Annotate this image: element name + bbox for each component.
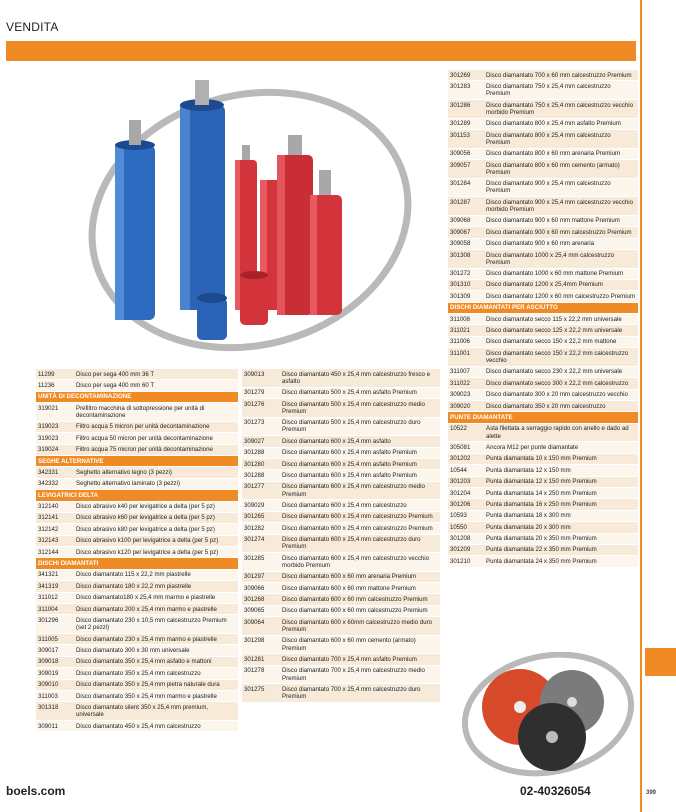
product-code: 309064 [244,618,265,626]
product-code: 301268 [244,596,265,604]
product-row [448,197,638,216]
product-description: Punta diamantata 24 x 350 mm Premium [486,557,597,565]
product-row [448,545,638,556]
product-row [36,380,238,391]
product-description: Disco diamantato 700 x 25,4 mm calcestruzzo medio Premium [282,667,425,682]
product-description: Disco diamantato silent 350 x 25,4 mm premium, universale [76,703,209,719]
product-code: 311021 [450,327,470,335]
product-row [448,401,638,412]
product-code: 301202 [450,455,471,463]
product-row [242,606,440,617]
product-code: 301280 [244,460,265,468]
product-code: 309067 [450,228,471,236]
product-description: Punta diamantata 20 x 300 mm [486,523,571,531]
product-row [448,511,638,522]
product-description: Disco diamantato 1000 x 25,4 mm calcestruzzo Premium [486,251,615,266]
product-code: 301208 [450,535,471,543]
section-header: DISCHI DIAMANTATI PER ASCIUTTO [448,303,638,314]
product-row [448,216,638,227]
product-row [242,500,440,511]
product-code: 10550 [450,523,467,531]
product-code: 301289 [450,120,471,128]
product-row [448,119,638,130]
product-row [448,314,638,325]
product-list-column-3 [448,70,638,568]
product-code: 301274 [244,536,265,544]
product-description: Disco diamantato 600 x 25,4 mm calcestruzzo vecchio morbido Premium [282,554,429,569]
product-description: Disco diamantato 450 x 25,4 mm calcestruzzo [76,722,201,730]
product-code: 309058 [450,240,471,248]
product-row [242,388,440,399]
product-code: 301278 [244,667,265,675]
product-code: 319021 [38,404,59,412]
product-code: 311007 [450,368,470,376]
product-code: 342331 [38,468,59,476]
product-description: Disco diamantato 700 x 25,4 mm asfalto Premium [282,656,417,664]
product-code: 301286 [450,101,471,109]
product-code: 301284 [450,180,471,188]
product-description: Disco diamantato 450 x 25,4 mm calcestruzzo fresco e asfalto [282,370,431,385]
product-code: 301204 [450,489,471,497]
product-row [448,179,638,198]
product-description: Punta diamantata 14 x 250 mm Premium [486,489,597,497]
product-description: Disco diamantato 350 x 25,4 mm pietra naturale dura [76,681,220,689]
product-code: 301283 [450,82,471,90]
product-row [448,348,638,367]
product-code: 301272 [450,270,471,278]
product-list-column-2 [242,369,440,703]
product-code: 309027 [244,437,265,445]
product-code: 312142 [38,525,59,533]
product-description: Punta diamantata 12 x 150 mm Premium [486,478,597,486]
product-description: Filtro acqua 5 micron per unità decontaminazione [76,423,210,431]
product-row [448,149,638,160]
product-description: Disco diamantato 115 x 22,2 mm piastrelle [76,571,191,579]
product-description: Disco per sega 400 mm 60 T [76,381,155,389]
product-row [242,470,440,481]
product-row [242,418,440,437]
product-description: Disco diamantato secco 230 x 22,2 mm universale [486,368,623,376]
product-description: Disco diamantato 500 x 25,4 mm asfalto Premium [282,389,417,397]
product-description: Disco diamantato 900 x 60 mm calcestruzzo Premium [486,228,632,236]
product-row [448,424,638,443]
product-row [448,239,638,250]
product-code: 311001 [450,349,470,357]
product-description: Disco diamantato 600 x 60mm calcestruzzo medio duro Premium [282,618,433,634]
product-description: Filtro acqua 75 micron per unità decontaminazione [76,446,213,454]
product-code: 309019 [38,669,59,677]
product-code: 301153 [450,131,470,139]
product-description: Disco diamantato 750 x 25,4 mm calcestruzzo Premium [486,82,611,98]
product-code: 309029 [244,501,265,509]
product-description: Disco diamantato180 x 25,4 mm marmo e piastrelle [76,594,216,602]
product-description: Disco abrasivo k60 per levigatrice a delta (per 5 pz) [76,514,215,522]
product-row [448,280,638,291]
product-code: 312140 [38,503,59,511]
product-code: 311004 [38,605,58,613]
product-description: Disco diamantato 600 x 60 mm calcestruzzo Premium [282,607,428,615]
product-code: 309010 [38,681,59,689]
product-code: 301277 [244,483,265,491]
product-row [36,615,238,634]
product-row [36,668,238,679]
product-code: 301318 [38,703,59,711]
footer-phone: 02-40326054 [520,784,591,798]
product-code: 309011 [38,722,58,730]
product-code: 309018 [38,658,59,666]
product-row [448,488,638,499]
product-description: Disco diamantato 350 x 25,4 mm marmo e piastrelle [76,692,217,700]
product-row [36,593,238,604]
product-row [36,645,238,656]
product-code: 311006 [450,338,470,346]
product-description: Disco diamantato 800 x 25,4 mm asfalto Premium [486,120,621,128]
product-code: 301296 [38,617,59,624]
product-row [36,570,238,581]
product-code: 341319 [38,582,59,590]
product-code: 311022 [450,379,470,387]
product-description: Disco abrasivo k40 per levigatrice a delta (per 5 pz) [76,503,215,511]
product-row [242,654,440,665]
product-code: 309057 [450,161,471,169]
product-description: Disco diamantato 1000 x 60 mm mattone Premium [486,270,624,278]
product-code: 309020 [450,402,471,410]
product-row [36,547,238,558]
product-code: 11236 [38,381,55,389]
product-row [36,479,238,490]
product-description: Disco diamantato 600 x 60 mm calcestruzzo Premium [282,596,428,604]
product-row [242,399,440,418]
product-code: 10522 [450,425,467,433]
product-code: 301288 [244,449,265,457]
product-description: Disco abrasivo k80 per levigatrice a delta (per 5 pz) [76,525,215,533]
product-row [448,70,638,81]
product-code: 311003 [38,692,58,700]
product-description: Disco diamantato 600 x 25,4 mm calcestruzzo Premium [282,524,433,532]
product-description: Seghetto alternativo laminato (3 pezzi) [76,480,180,488]
product-code: 11299 [38,370,55,378]
product-code: 309013 [244,370,265,378]
product-description: Disco diamantato 1200 x 25,4mm Premium [486,281,603,289]
product-description: Asta filettata a serraggio rapido con anello e dado ad alette [486,425,629,440]
product-code: 10593 [450,512,467,520]
product-description: Disco diamantato secco 115 x 22,2 mm universale [486,315,622,323]
header-bar [6,41,636,61]
product-row [36,680,238,691]
product-description: Filtro acqua 50 micron per unità decontaminazione [76,434,213,442]
product-description: Disco diamantato 230 x 10,5 mm calcestruzzo Premium (set 2 pezzi) [76,617,227,632]
product-list-column-1 [36,369,238,732]
section-header: SEGHE ALTERNATIVE [36,456,238,467]
product-row [242,553,440,572]
product-code: 319023 [38,434,59,442]
right-margin-rule [640,0,642,812]
product-code: 301265 [244,513,265,521]
product-row [36,702,238,721]
product-code: 301269 [450,71,471,79]
side-tab-marker [645,648,676,676]
product-row [448,442,638,453]
product-code: 301298 [244,637,265,645]
product-description: Disco diamantato 200 x 25,4 mm marmo e piastrelle [76,605,217,613]
product-description: Disco diamantato 750 x 25,4 mm calcestruzzo vecchio morbido Premium [486,101,633,116]
product-row [36,524,238,535]
product-row [36,604,238,615]
product-description: Disco diamantato 300 x 20 mm calcestruzzo vecchio [486,391,628,399]
product-row [242,523,440,534]
product-description: Disco diamantato 600 x 60 mm cemento (armato) Premium [282,637,416,652]
product-description: Disco diamantato 350 x 25,4 mm asfalto e mattoni [76,658,212,666]
product-code: 309065 [244,607,265,615]
product-row [448,81,638,100]
product-row [36,513,238,524]
product-description: Disco diamantato 600 x 25,4 mm asfalto [282,437,391,445]
product-code: 312144 [38,548,59,556]
product-row [448,454,638,465]
product-row [36,433,238,444]
product-row [448,325,638,336]
product-row [242,583,440,594]
product-row [448,100,638,119]
product-description: Disco diamantato 600 x 25,4 mm calcestruzzo medio Premium [282,483,425,498]
product-description: Disco diamantato 600 x 25,4 mm calcestruzzo duro Premium [282,536,421,551]
product-description: Disco diamantato 500 x 25,4 mm calcestruzzo medio Premium [282,400,425,415]
product-row [448,291,638,302]
section-header: PUNTE DIAMANTATE [448,412,638,423]
product-description: Disco diamantato 1200 x 60 mm calcestruzzo Premium [486,292,636,300]
product-code: 309066 [244,584,265,592]
product-code: 301276 [244,400,265,408]
product-code: 301282 [244,524,265,532]
product-description: Punta diamantata 10 x 150 mm Premium [486,455,597,463]
product-description: Disco diamantato 600 x 25,4 mm asfalto Premium [282,471,417,479]
product-description: Disco diamantato 900 x 60 mm mattone Premium [486,217,620,225]
product-row [242,636,440,655]
product-code: 301308 [450,251,471,259]
product-code: 301206 [450,500,471,508]
product-description: Disco diamantato 800 x 60 mm arenaria Premium [486,150,621,158]
product-code: 311008 [450,315,470,323]
product-code: 312141 [38,514,59,522]
product-description: Disco diamantato 600 x 60 mm arenaria Premium [282,573,417,581]
product-row [242,617,440,636]
product-row [36,581,238,592]
product-code: 319023 [38,423,59,431]
product-row [448,130,638,149]
product-description: Disco diamantato secco 300 x 22,2 mm calcestruzzo [486,379,629,387]
product-row [448,390,638,401]
product-description: Disco diamantato 600 x 60 mm mattone Premium [282,584,416,592]
product-row [36,403,238,422]
product-description: Disco diamantato secco 150 x 22,2 mm mattone [486,338,617,346]
product-description: Disco diamantato 700 x 25,4 mm calcestruzzo duro Premium [282,686,421,701]
product-row [448,499,638,510]
product-description: Disco abrasivo k120 per levigatrice a delta (per 5 pz) [76,548,219,556]
product-row [242,436,440,447]
product-row [448,378,638,389]
product-row [242,512,440,523]
product-row [36,721,238,732]
product-code: 341321 [38,571,59,579]
section-header: DISCHI DIAMANTATI [36,558,238,569]
product-row [36,467,238,478]
product-description: Punta diamantata 22 x 350 mm Premium [486,546,597,554]
product-row [448,160,638,179]
core-drills-photo [85,70,420,360]
product-code: 311005 [38,635,58,643]
product-code: 309023 [450,391,471,399]
product-code: 301210 [450,557,471,565]
product-row [448,227,638,238]
diamond-blades-photo [460,652,635,777]
product-description: Disco diamantato 180 x 22,2 mm piastrelle [76,582,192,590]
product-description: Seghetto alternativo legno (3 pezzi) [76,468,172,476]
product-row [448,556,638,567]
section-header: UNITÀ DI DECONTAMINAZIONE [36,392,238,403]
product-row [242,684,440,703]
product-description: Disco diamantato 800 x 60 mm cemento (armato) Premium [486,161,620,176]
product-row [448,534,638,545]
page-number: 399 [646,790,657,796]
product-description: Disco abrasivo k100 per levigatrice a delta (per 5 pz) [76,537,219,545]
footer-website: boels.com [6,784,66,798]
product-row [242,594,440,605]
page-title: VENDITA [6,20,59,34]
product-description: Disco diamantato 700 x 60 mm calcestruzzo Premium [486,71,632,79]
product-code: 301285 [244,554,265,562]
product-row [36,445,238,456]
product-description: Punta diamantata 12 x 150 mm [486,466,571,474]
product-row [448,522,638,533]
product-row [242,572,440,583]
product-row [36,369,238,380]
product-code: 301309 [450,292,471,300]
product-row [448,465,638,476]
product-code: 309017 [38,646,59,654]
product-description: Disco diamantato 900 x 60 mm arenaria [486,240,595,248]
product-row [36,634,238,645]
product-code: 319024 [38,446,59,454]
product-row [448,269,638,280]
section-header: LEVIGATRICI DELTA [36,490,238,501]
product-row [242,369,440,388]
product-description: Disco diamantato 900 x 25,4 mm calcestruzzo vecchio morbido Premium [486,198,633,213]
product-description: Disco diamantato secco 125 x 22,2 mm universale [486,327,623,335]
product-row [36,502,238,513]
product-code: 311012 [38,594,58,602]
product-description: Disco diamantato 600 x 25,4 mm calcestruzzo [282,501,407,509]
product-code: 301275 [244,686,265,694]
product-description: Disco diamantato 230 x 25,4 mm marmo e piastrelle [76,635,217,643]
product-code: 309068 [450,217,471,225]
product-row [242,666,440,685]
product-row [242,448,440,459]
product-description: Disco diamantato 300 x 30 mm universale [76,646,190,654]
product-code: 301281 [244,656,265,664]
product-description: Prefiltro macchina di sottopressione per unità di decontaminazione [76,404,205,419]
product-row [36,422,238,433]
product-description: Disco diamantato 600 x 25,4 mm calcestruzzo Premium [282,513,433,521]
product-description: Disco diamantato 500 x 25,4 mm calcestruzzo duro Premium [282,419,421,434]
product-row [36,536,238,547]
product-description: Disco diamantato 350 x 20 mm calcestruzzo [486,402,606,410]
product-description: Disco diamantato 800 x 25,4 mm calcestruzzo Premium [486,131,611,146]
product-code: 301209 [450,546,471,554]
product-row [242,482,440,501]
product-code: 312143 [38,537,59,545]
product-code: 301288 [244,471,265,479]
product-description: Disco diamantato 600 x 25,4 mm asfalto Premium [282,449,417,457]
product-row [242,535,440,554]
product-description: Disco per sega 400 mm 36 T [76,370,155,378]
product-row [448,250,638,269]
product-description: Disco diamantato secco 150 x 22,2 mm calcestruzzo vecchio [486,349,629,365]
product-description: Punta diamantata 18 x 300 mm [486,512,571,520]
product-row [448,477,638,488]
product-code: 309056 [450,150,471,158]
product-code: 301273 [244,419,265,427]
product-code: 305081 [450,443,471,451]
product-row [448,337,638,348]
product-row [36,657,238,668]
product-row [36,691,238,702]
product-description: Disco diamantato 600 x 25,4 mm asfalto Premium [282,460,417,468]
product-description: Disco diamantato 350 x 25,4 mm calcestruzzo [76,669,201,677]
product-code: 301279 [244,389,265,397]
product-code: 301203 [450,478,471,486]
product-description: Ancora M12 per punte diamantate [486,443,579,451]
product-code: 301287 [450,198,471,206]
product-code: 342332 [38,480,59,488]
product-row [242,459,440,470]
product-description: Disco diamantato 900 x 25,4 mm calcestruzzo Premium [486,180,611,195]
product-description: Punta diamantata 20 x 350 mm Premium [486,535,597,543]
product-description: Punta diamantata 16 x 250 mm Premium [486,500,597,508]
product-code: 301310 [450,281,471,289]
product-code: 301297 [244,573,265,581]
product-row [448,367,638,378]
product-code: 10544 [450,466,467,474]
